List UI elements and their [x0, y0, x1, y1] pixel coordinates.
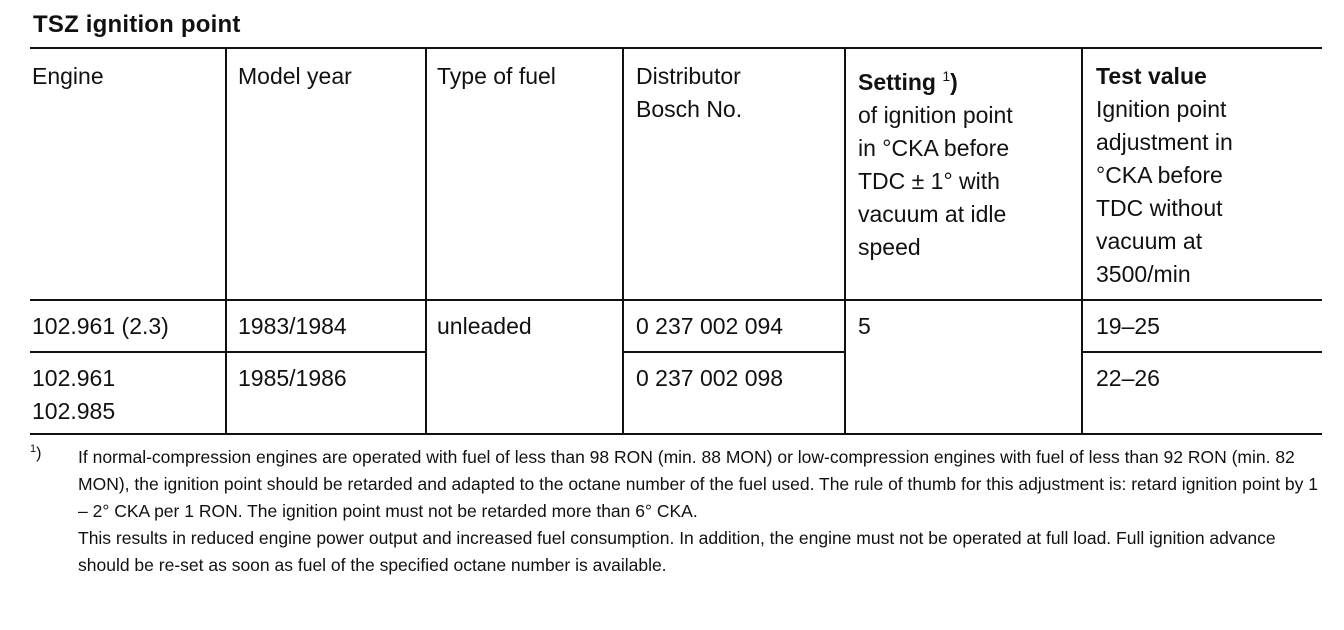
header-setting-line: TDC ± 1° with [858, 168, 1000, 194]
header-setting-line: vacuum at idle [858, 201, 1007, 227]
table-row-setting-shared: 5 [858, 313, 871, 339]
footnote-ref-paren: ) [950, 69, 958, 95]
header-setting-title [858, 60, 1013, 99]
table-row-2-engine-line: 102.961 [32, 365, 116, 391]
header-setting-line: in °CKA before [858, 135, 1010, 161]
footnote-marker-number: 1 [30, 443, 37, 455]
col-divider-5 [1081, 47, 1083, 435]
header-distributor-line: Distributor [636, 63, 741, 89]
col-divider-4 [844, 47, 846, 435]
footnote-paragraph-2: This results in reduced engine power output and increased fuel consumption. In addition, the engine must not be operated at full load. Full ignition advance should be re-set as soon as fuel of the specified octane number is available. [78, 528, 1276, 575]
footnote-marker-paren: ) [36, 445, 42, 462]
header-test-line: 3500/min [1096, 261, 1191, 287]
header-setting [858, 60, 1013, 264]
table-row-1-distributor: 0 237 002 094 [636, 313, 784, 339]
header-setting-line: speed [858, 234, 921, 260]
table-row-2-test-value: 22–26 [1096, 365, 1160, 391]
table-top-rule [30, 47, 1322, 49]
header-type-of-fuel: Type of fuel [437, 63, 556, 89]
header-distributor-line: Bosch No. [636, 96, 743, 122]
header-test-line: TDC without [1096, 195, 1223, 221]
col-divider-2 [425, 47, 427, 435]
table-row-1-model-year: 1983/1984 [238, 313, 347, 339]
row-divider-left [30, 351, 427, 353]
table-row-fuel-shared: unleaded [437, 313, 532, 339]
header-engine: Engine [32, 63, 104, 89]
footnote-paragraph-1: If normal-compression engines are operated with fuel of less than 98 RON (min. 88 MON) or low-compression engines with fuel of less than 92 RON (min. 82 MON), the ignition point should be retarded and adapted to the octane number of the fuel used. The rule of thumb for this adjustment is: retard ignition point by 1 – 2° CKA per 1 RON. The ignition point must not be retarded more than 6° CKA. [78, 447, 1319, 521]
header-test-value [1096, 60, 1233, 291]
table-row-1-test-value: 19–25 [1096, 313, 1160, 339]
header-model-year: Model year [238, 63, 352, 89]
table-row-2-distributor: 0 237 002 098 [636, 365, 784, 391]
header-test-line: adjustment in [1096, 129, 1233, 155]
header-bottom-rule [30, 299, 1322, 301]
page-title: TSZ ignition point [33, 11, 241, 38]
header-test-line: vacuum at [1096, 228, 1203, 254]
footnote-marker [30, 443, 41, 463]
header-test-line: Ignition point [1096, 96, 1227, 122]
table-row-2-model-year: 1985/1986 [238, 365, 347, 391]
row-divider-distributor [622, 351, 845, 353]
col-divider-3 [622, 47, 624, 435]
table-row-2-engine-line: 102.985 [32, 398, 116, 424]
footnote-text [78, 444, 1318, 579]
header-setting-bold: Setting [858, 69, 936, 95]
header-distributor [636, 60, 742, 126]
header-setting-line: of ignition point [858, 102, 1013, 128]
row-divider-test [1082, 351, 1322, 353]
header-test-line: °CKA before [1096, 162, 1223, 188]
footnote-ref: 1 [942, 68, 951, 84]
table-row-1-engine: 102.961 (2.3) [32, 313, 169, 339]
col-divider-1 [225, 47, 227, 435]
table-row-2-engine [32, 362, 115, 428]
table-bottom-rule [30, 433, 1322, 435]
header-test-title: Test value [1096, 63, 1207, 89]
